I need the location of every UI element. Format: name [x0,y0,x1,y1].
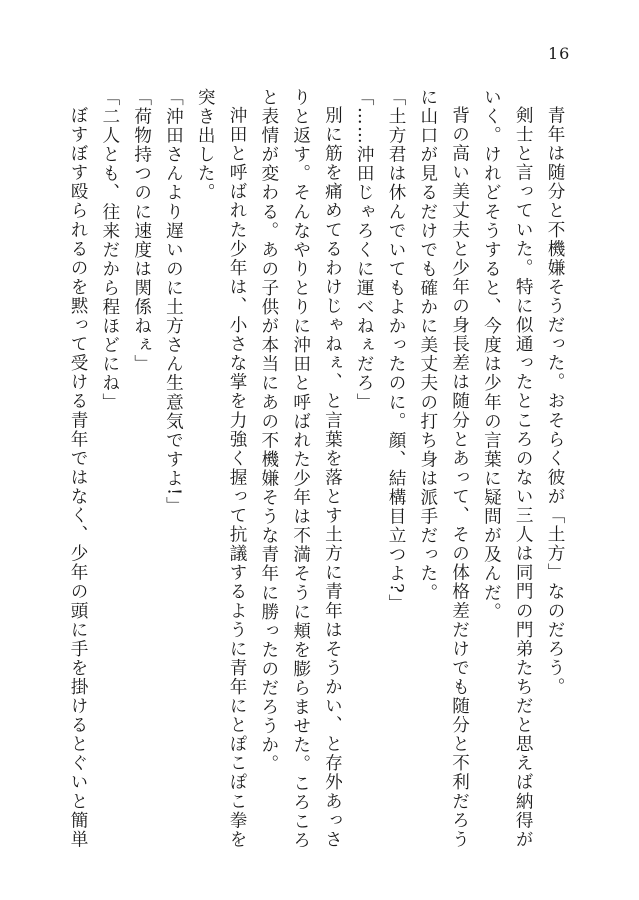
vertical-text-body [68,88,570,858]
paragraph: 青年は随分と不機嫌そうだった。おそらく彼が「土方」なのだろう。 [545,105,565,697]
paragraph: 沖田と呼ばれた少年は、小さな掌を力強く握って抗議するように青年にとぽこぽこ拳を突き出した。 [195,88,248,849]
dialogue-line: 「土方君は休んでいてもよかったのに。顔、結構目立つよ?」 [386,88,407,614]
paragraph: ぼすぼす殴られるのを黙って受ける青年ではなく、少年の頭に手を掛けるとぐいと簡単 [68,105,89,849]
paragraph: 剣士と言っていた。特に似通ったところのない三人は同門の門弟たちだと思えば納得がいく。けれどそうすると、今度は少年の言葉に疑問が及んだ。 [481,88,534,849]
dialogue-line: 「二人とも、往来だから程ほどにね」 [99,88,120,412]
paragraph: 背の高い美丈夫と少年の身長差は随分とあって、その体格差だけでも随分と不利だろうに山口が見るだけでも確かに美丈夫の打ち身は派手だった。 [417,88,470,849]
dialogue-line: 「荷物持つのに速度は関係ねぇ」 [131,88,152,374]
dialogue-line: 「沖田さんより遅いのに土方さん生意気ですよ!」 [163,88,184,516]
paragraph: 別に筋を痛めてるわけじゃねぇ、と言葉を落とす土方に青年はそうかい、と存外あっさりと返す。そんなやりとりに沖田と呼ばれた少年は不満そうに頬を膨らませた。ころころと表情が変わる。あの子供が本当にあの不機嫌そうな青年に勝ったのだろうか。 [258,88,343,850]
dialogue-line: 「……沖田じゃろくに運べねぇだろ」 [354,88,375,412]
page-number: 16 [548,44,571,63]
